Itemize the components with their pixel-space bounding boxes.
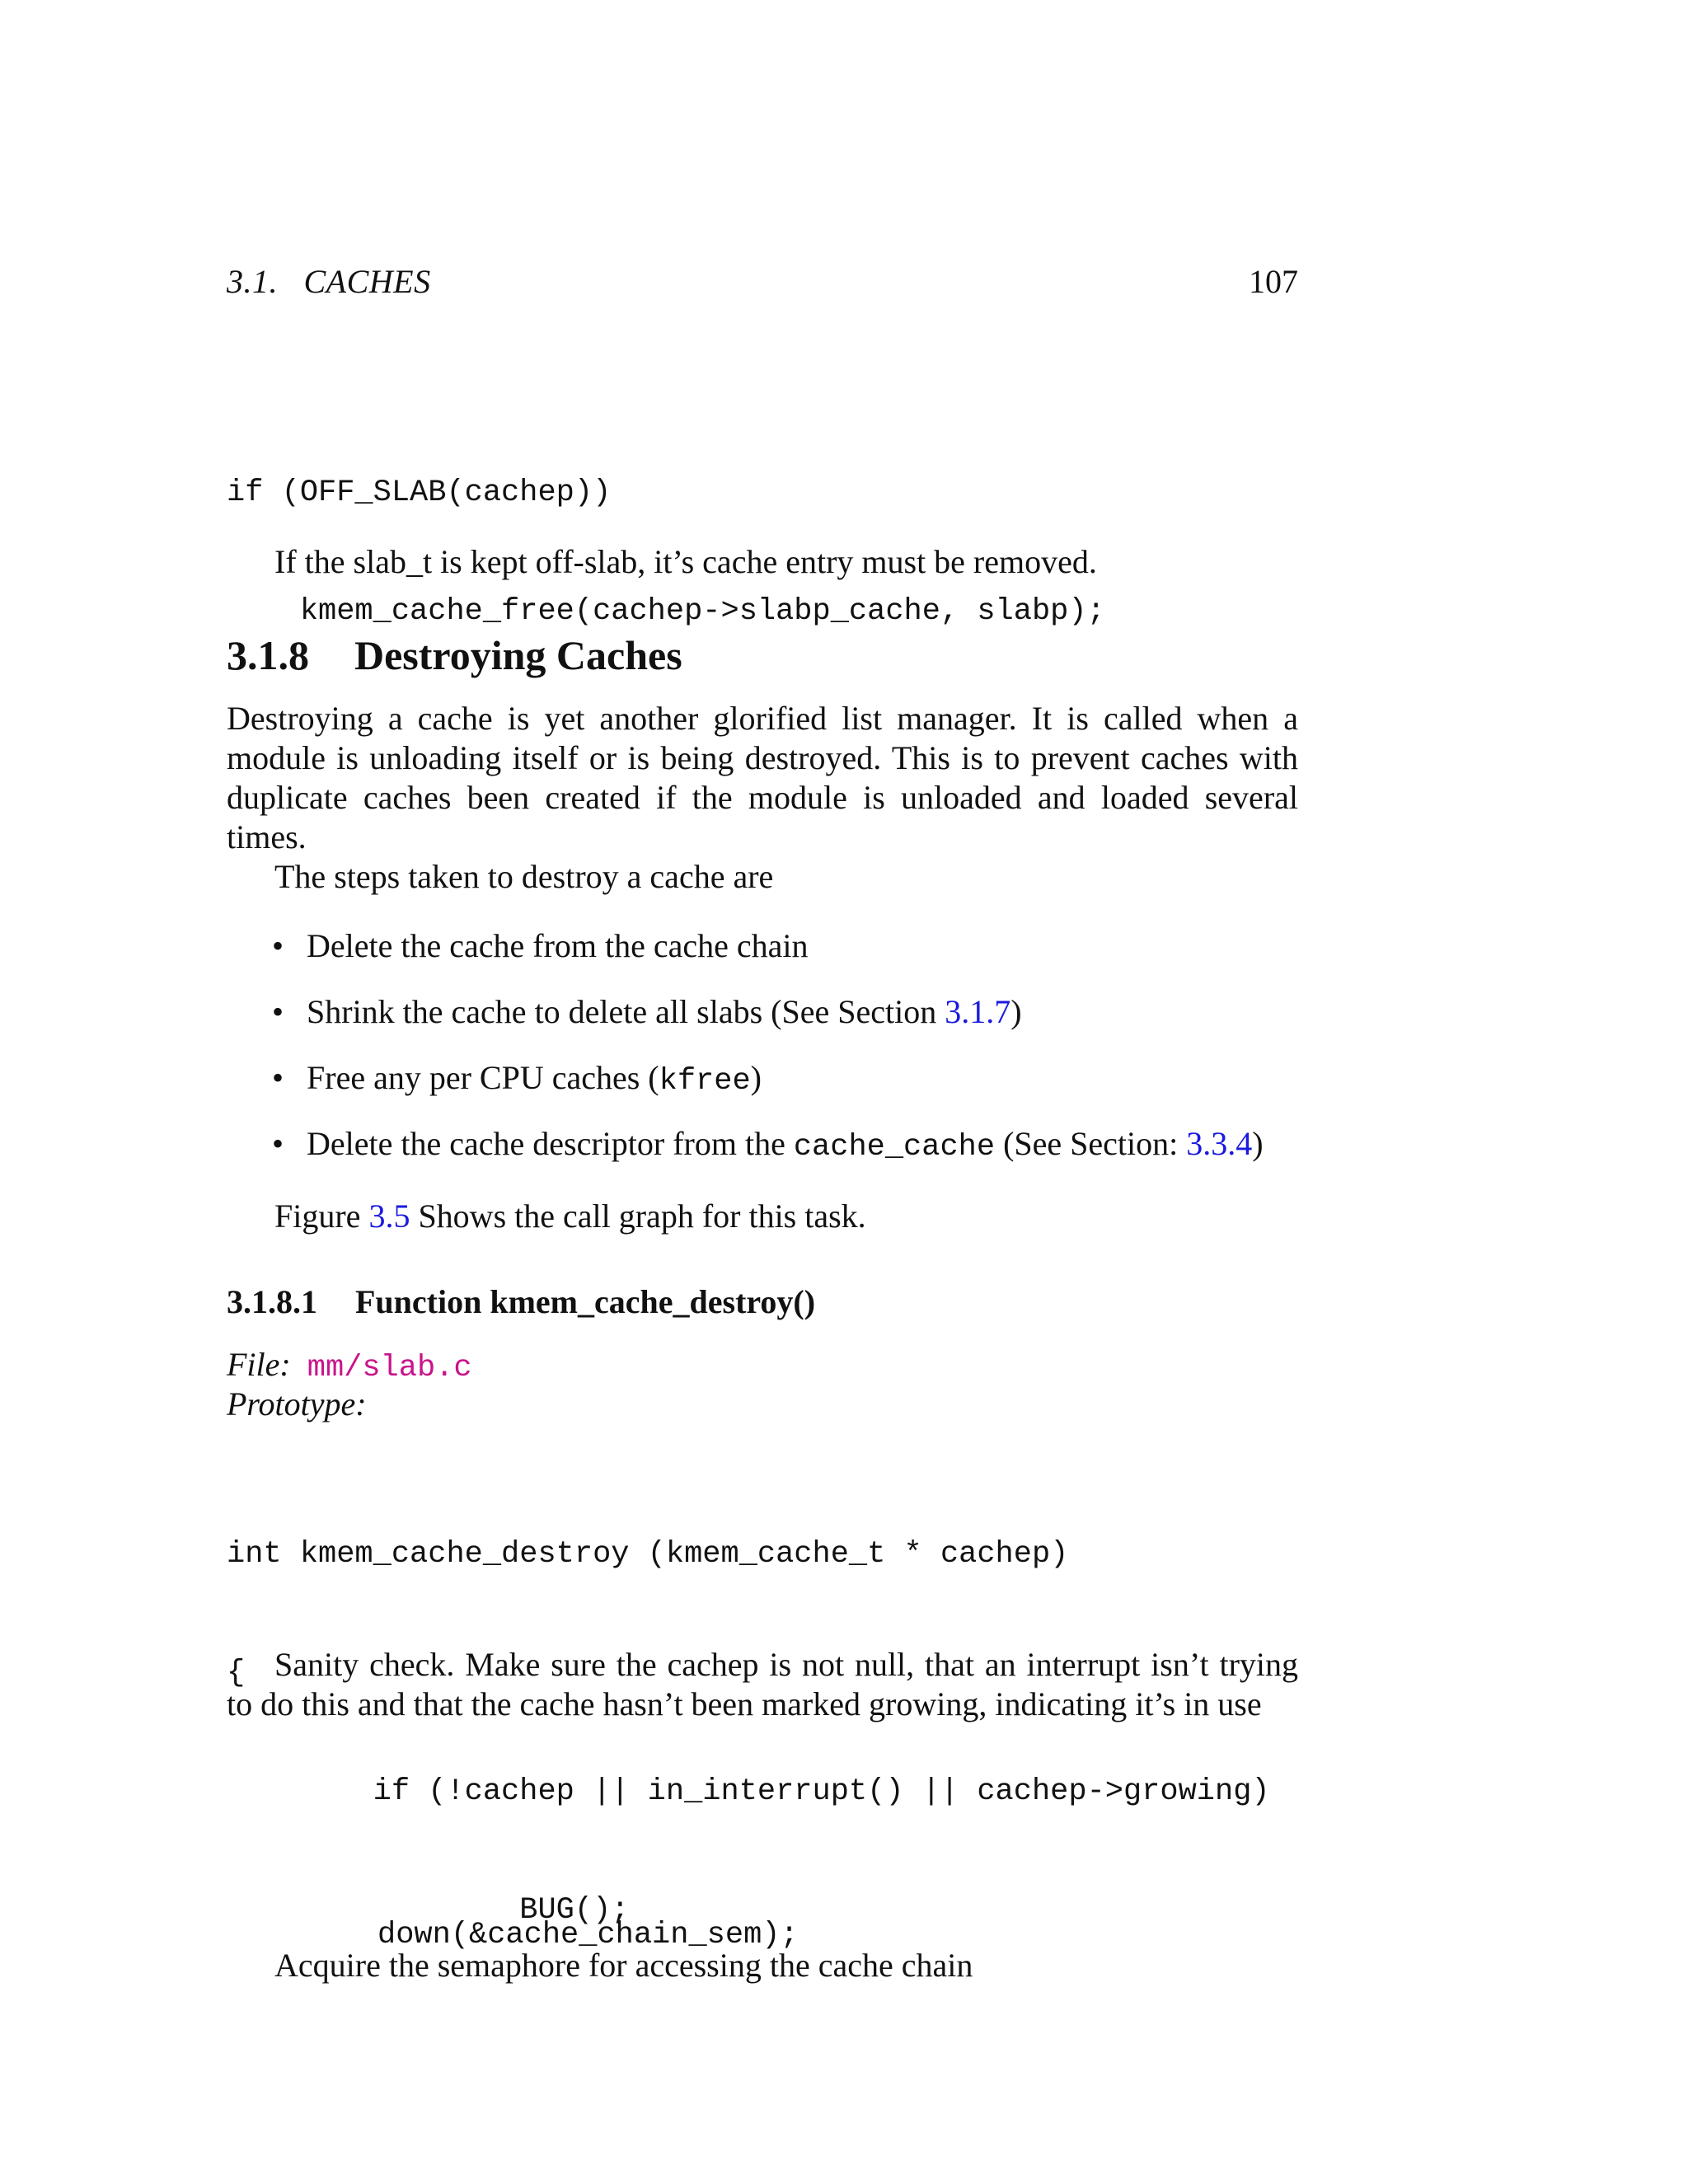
code-line: if (!cachep || in_interrupt() || cachep->growing) bbox=[227, 1774, 1270, 1809]
file-info bbox=[227, 1345, 472, 1388]
code-line: kmem_cache_free(cachep->slabp_cache, slabp); bbox=[227, 594, 1105, 629]
inline-code-kfree: kfree bbox=[659, 1064, 751, 1099]
figure-link-3-5[interactable]: 3.5 bbox=[368, 1197, 410, 1235]
figure-reference: Figure 3.5 Shows the call graph for this task. bbox=[274, 1197, 866, 1235]
sanity-paragraph: Sanity check. Make sure the cachep is not null, that an interrupt isn’t trying to do this and that the cache hasn’t been marked growing, indicating it’s in use bbox=[227, 1646, 1298, 1722]
steps-intro: The steps taken to destroy a cache are bbox=[274, 858, 774, 895]
subsubsection-title: Function kmem_cache_destroy() bbox=[355, 1283, 816, 1320]
subsubsection-heading bbox=[227, 1282, 815, 1321]
paragraph-off-slab: If the slab_t is kept off-slab, it’s cache entry must be removed. bbox=[274, 543, 1097, 580]
running-header-title: 3.1. CACHES bbox=[227, 263, 431, 300]
prototype-label: Prototype: bbox=[227, 1385, 367, 1422]
subsubsection-number: 3.1.8.1 bbox=[227, 1283, 317, 1320]
list-item: • Free any per CPU caches (kfree) bbox=[272, 1059, 762, 1099]
acquire-paragraph: Acquire the semaphore for accessing the cache chain bbox=[274, 1947, 973, 1984]
file-path-link[interactable]: mm/slab.c bbox=[307, 1351, 472, 1385]
section-heading bbox=[227, 631, 682, 679]
list-item: • Delete the cache from the cache chain bbox=[272, 927, 809, 964]
intro-paragraph: Destroying a cache is yet another glorified list manager. It is called when a module is unloading itself or is being destroyed. This is to prevent caches with duplicate caches been created if the module is unloaded and loaded several times. bbox=[227, 700, 1298, 855]
page-number: 107 bbox=[1249, 263, 1298, 300]
code-line: if (OFF_SLAB(cachep)) bbox=[227, 476, 612, 510]
list-item: • Delete the cache descriptor from the cache_cache (See Section: 3.3.4) bbox=[272, 1125, 1264, 1165]
code-line: int kmem_cache_destroy (kmem_cache_t * cachep) bbox=[227, 1537, 1069, 1572]
file-label: File: bbox=[227, 1346, 291, 1383]
inline-code-cache-cache: cache_cache bbox=[793, 1130, 996, 1165]
bullet-icon: • bbox=[272, 1125, 284, 1162]
code-line: { bbox=[227, 1656, 246, 1690]
bullet-icon: • bbox=[272, 1059, 284, 1096]
section-title: Destroying Caches bbox=[354, 632, 682, 678]
bullet-icon: • bbox=[272, 927, 284, 964]
section-link-3-3-4[interactable]: 3.3.4 bbox=[1186, 1125, 1253, 1162]
code-block-off-slab bbox=[227, 394, 1105, 671]
list-item: • Shrink the cache to delete all slabs (See Section 3.1.7) bbox=[272, 993, 1022, 1030]
section-number: 3.1.8 bbox=[227, 632, 309, 678]
code-line: down(&cache_chain_sem); bbox=[377, 1918, 799, 1952]
bullet-icon: • bbox=[272, 993, 284, 1030]
section-link-3-1-7[interactable]: 3.1.7 bbox=[945, 993, 1011, 1030]
code-line: BUG(); bbox=[227, 1893, 630, 1928]
